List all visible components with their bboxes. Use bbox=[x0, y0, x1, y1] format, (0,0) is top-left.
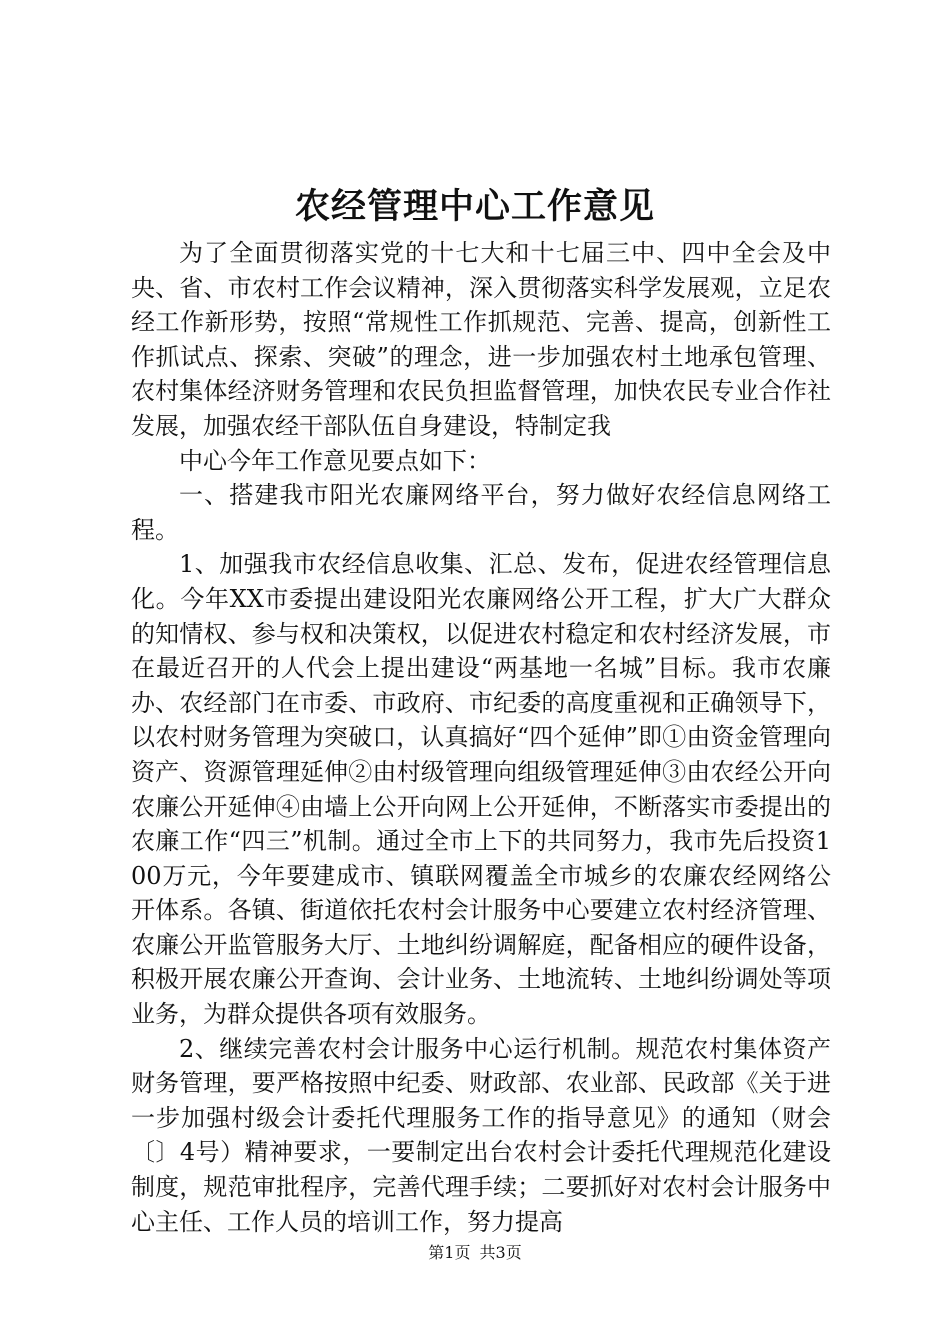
page-total: 共3页 bbox=[479, 1243, 522, 1262]
document-title: 农经管理中心工作意见 bbox=[294, 186, 655, 227]
paragraph-intro: 为了全面贯彻落实党的十七大和十七届三中、四中全会及中央、省、市农村工作会议精神，深入贯彻落实科学发展观，立足农经工作新形势，按照“常规性工作抓规范、完善、提高，创新性工作抓试点、探索、突破”的理念，进一步加强农村土地承包管理、农村集体经济财务管理和农民负担监督管理，加快农民专业合作社发展，加强农经干部队伍自身建设，特制定我 bbox=[131, 239, 831, 440]
paragraph-item-2: 2、继续完善农村会计服务中心运行机制。规范农村集体资产财务管理，要严格按照中纪委、财政部、农业部、民政部《关于进一步加强村级会计委托代理服务工作的指导意见》的通知（财会〔〕4号）精神要求，一要制定出台农村会计委托代理规范化建设制度，规范审批程序，完善代理手续；二要抓好对农村会计服务中心主任、工作人员的培训工作，努力提高 bbox=[131, 1034, 831, 1236]
paragraph-item-1: 1、加强我市农经信息收集、汇总、发布，促进农经管理信息化。今年XX市委提出建设阳光农廉网络公开工程，扩大广大群众的知情权、参与权和决策权，以促进农村稳定和农村经济发展，市在最近召开的人代会上提出建设“两基地一名城”目标。我市农廉办、农经部门在市委、市政府、市纪委的高度重视和正确领导下，以农村财务管理为突破口，认真搞好“四个延伸”即①由资金管理向资产、资源管理延伸②由村级管理向组级管理延伸③由农经公开向农廉公开延伸④由墙上公开向网上公开延伸，不断落实市委提出的农廉工作“四三”机制。通过全市上下的共同努力，我市先后投资100万元，今年要建成市、镇联网覆盖全市城乡的农廉农经网络公开体系。各镇、街道依托农村会计服务中心要建立农村经济管理、农廉公开监管服务大厅、土地纠纷调解庭，配备相应的硬件设备，积极开展农廉公开查询、会计业务、土地流转、土地纠纷调处等项业务，为群众提供各项有效服务。 bbox=[131, 550, 831, 1029]
paragraph-summary: 中心今年工作意见要点如下： bbox=[179, 446, 491, 475]
section-heading-1: 一、搭建我市阳光农廉网络平台，努力做好农经信息网络工程。 bbox=[131, 481, 831, 544]
document-body bbox=[131, 236, 831, 1239]
page-footer bbox=[0, 1242, 950, 1264]
page-number: 第1页 bbox=[428, 1243, 471, 1262]
